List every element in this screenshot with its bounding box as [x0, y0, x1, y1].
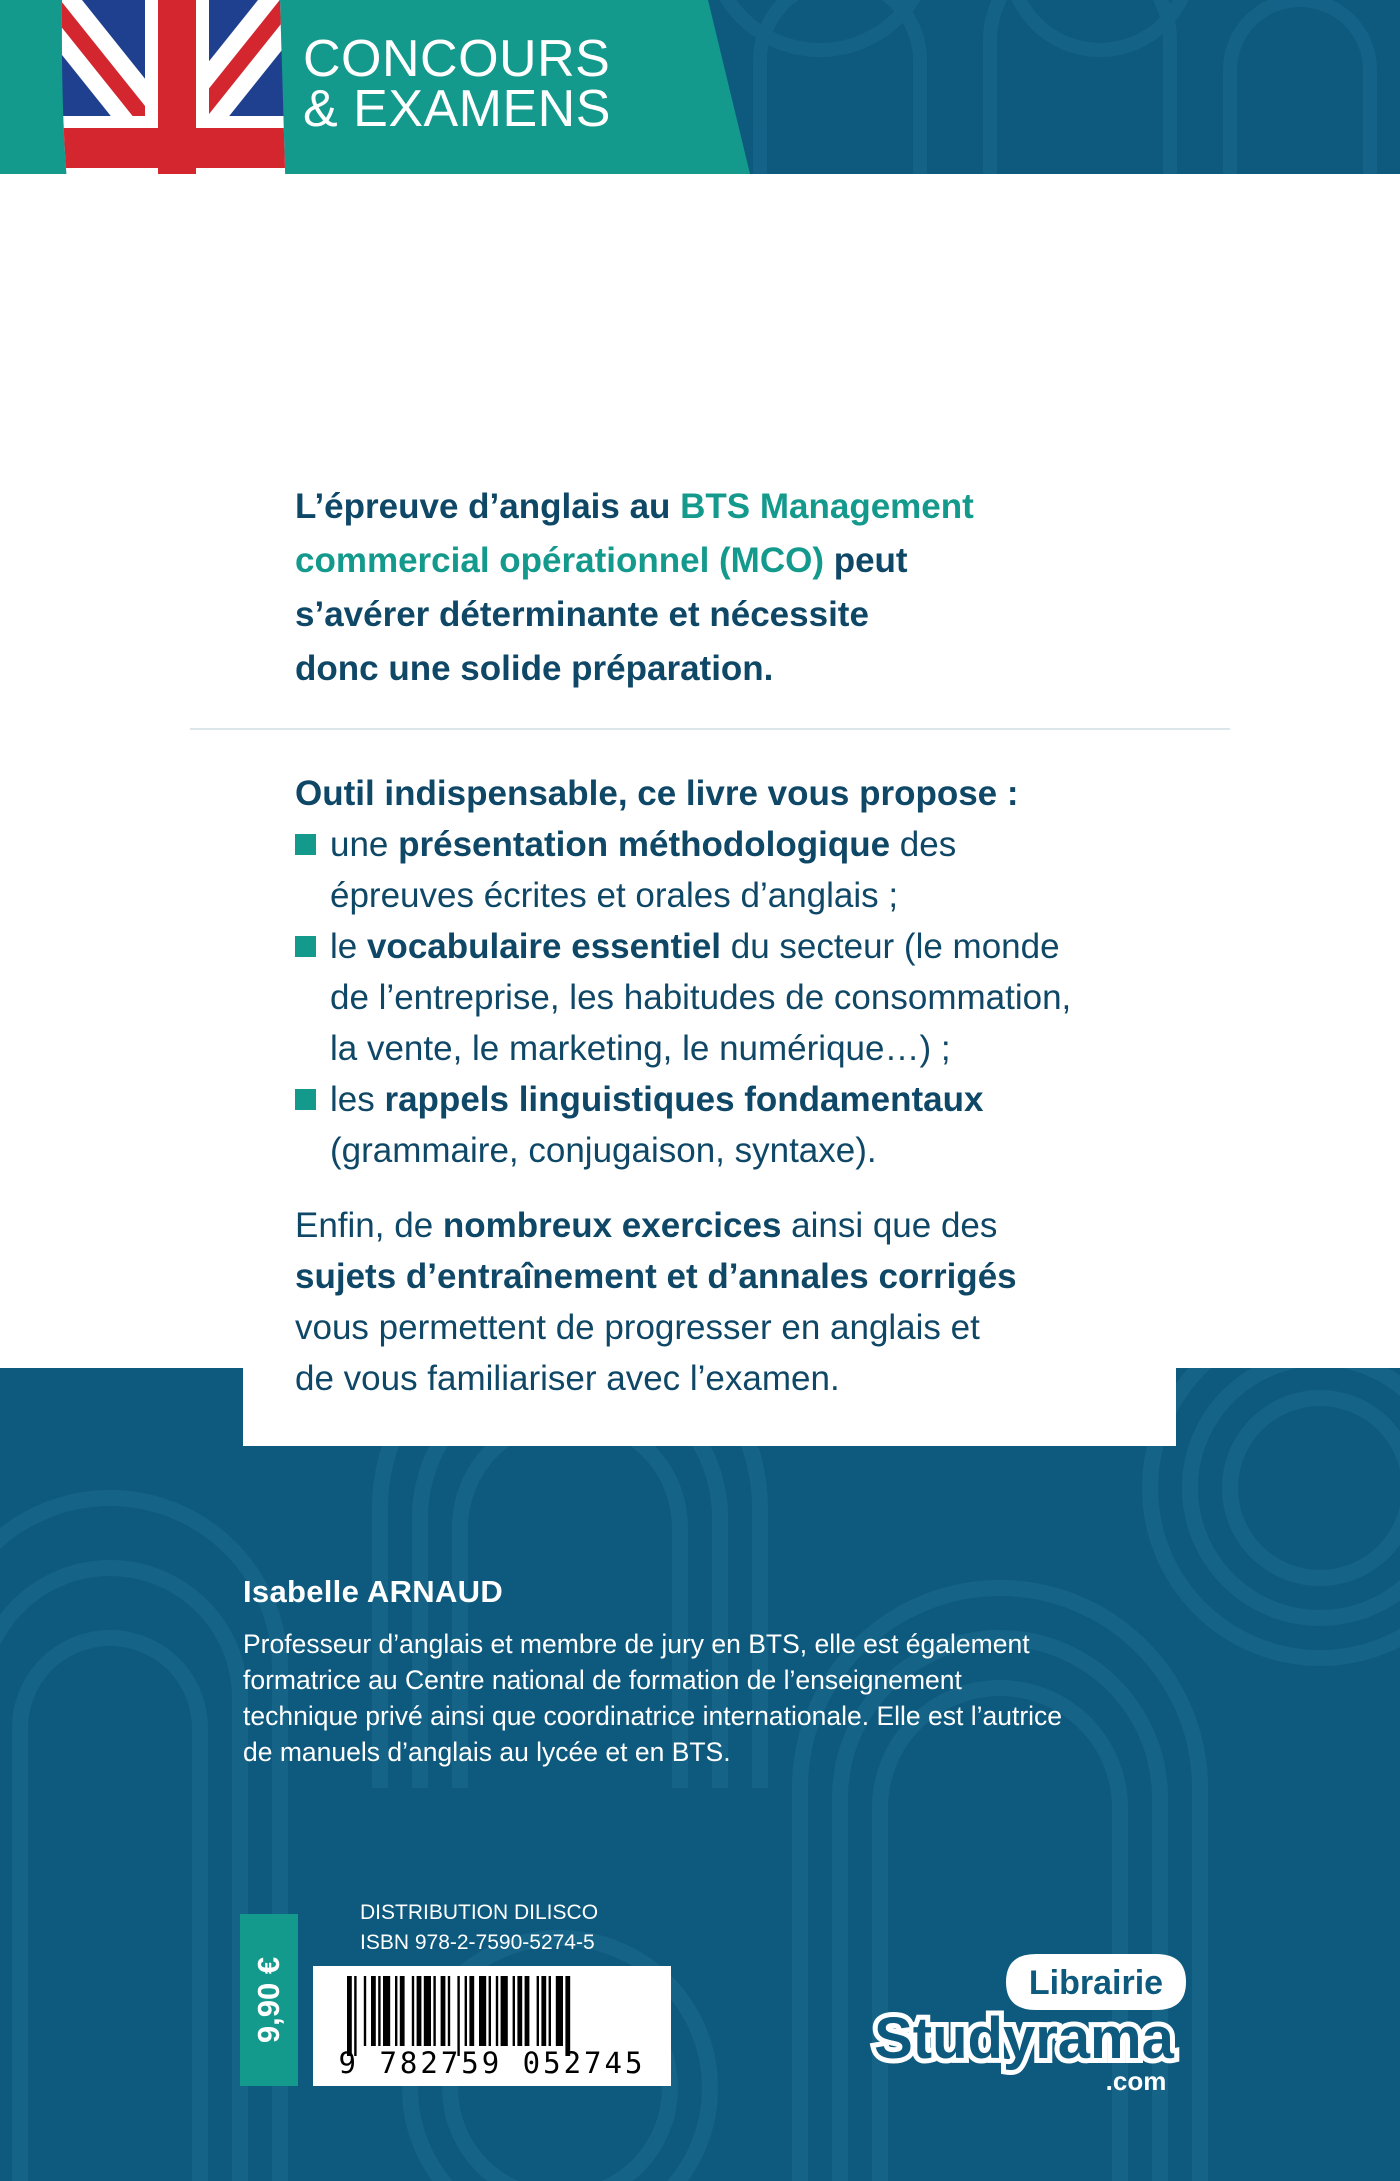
barcode-bar — [496, 1976, 498, 2046]
barcode-bar — [565, 1976, 570, 2056]
barcode-bar — [441, 1976, 446, 2046]
intro-text: donc une solide préparation. — [295, 649, 774, 688]
list-item-text: des — [890, 825, 957, 864]
list-item — [295, 1074, 1175, 1176]
barcode-bar — [371, 1976, 376, 2046]
list-item-text: une — [330, 825, 399, 864]
list-item-text: la vente, le marketing, le numérique…) ; — [330, 1029, 951, 1068]
intro-highlight-bts: BTS Management — [680, 487, 974, 526]
barcode-bar — [424, 1976, 431, 2046]
logo-line2: Studyrama — [874, 2006, 1174, 2071]
list-item-text: les — [330, 1080, 385, 1119]
square-bullet-icon — [295, 936, 316, 957]
closing-text: de vous familiariser avec l’examen. — [295, 1359, 840, 1398]
list-item-bold: rappels linguistiques fondamentaux — [384, 1080, 984, 1119]
list-item-text: du secteur (le monde — [721, 927, 1060, 966]
barcode-bar — [347, 1976, 352, 2056]
divider — [190, 728, 1230, 730]
logo-line1: Librairie — [1028, 1964, 1164, 2002]
barcode-bar — [378, 1976, 380, 2046]
intro-paragraph — [295, 480, 1155, 696]
barcode-bar — [383, 1976, 390, 2046]
list-item — [295, 921, 1175, 1074]
list-item — [295, 819, 1175, 921]
closing-text: Enfin, de — [295, 1206, 443, 1245]
barcode-bar — [537, 1976, 539, 2046]
price-label — [240, 1914, 298, 2086]
list-item-bold: vocabulaire essentiel — [366, 927, 722, 966]
barcode-digits: 9 782759 052745 — [338, 2046, 646, 2080]
series-title — [303, 30, 611, 138]
barcode-bar — [465, 1976, 467, 2046]
closing-bold: sujets d’entraînement et d’annales corrigés — [295, 1257, 1017, 1296]
series-title-line1: CONCOURS — [303, 30, 611, 88]
barcode-bar — [400, 1976, 405, 2046]
distribution-text: DISTRIBUTION DILISCO — [360, 1901, 599, 1924]
barcode-bar — [501, 1976, 508, 2046]
barcode-bar — [417, 1976, 422, 2046]
barcode-bar — [556, 1976, 563, 2046]
closing-paragraph — [295, 1200, 1175, 1404]
square-bullet-icon — [295, 834, 316, 855]
barcode-bar — [525, 1976, 530, 2046]
barcode-bar — [395, 1976, 397, 2046]
logo-line3: .com — [1105, 2066, 1167, 2096]
barcode-bar — [479, 1976, 486, 2046]
list-item-bold: présentation méthodologique — [398, 825, 891, 864]
intro-highlight-mco: commercial opérationnel (MCO) — [295, 541, 824, 580]
list-item-text: (grammaire, conjugaison, syntaxe). — [330, 1131, 877, 1170]
author-bio-line: Professeur d’anglais et membre de jury en BTS, elle est également — [243, 1629, 1030, 1659]
square-bullet-icon — [295, 1089, 316, 1110]
barcode-bar — [549, 1976, 551, 2046]
isbn-text: ISBN 978-2-7590-5274-5 — [360, 1931, 595, 1954]
list-item-text: de l’entreprise, les habitudes de consommation, — [330, 978, 1072, 1017]
barcode-bar — [469, 1976, 474, 2046]
author-bio — [243, 1626, 1176, 1770]
barcode-bar — [412, 1976, 414, 2046]
barcode-bar — [457, 1976, 459, 2056]
author-name: Isabelle ARNAUD — [243, 1574, 504, 1609]
list-item-text: épreuves écrites et orales d’anglais ; — [330, 876, 899, 915]
intro-text: peut — [823, 541, 908, 580]
series-title-line2: & EXAMENS — [303, 80, 611, 138]
author-bio-line: de manuels d’anglais au lycée et en BTS. — [243, 1737, 731, 1767]
intro-text: L’épreuve d’anglais au — [295, 487, 681, 526]
closing-text: ainsi que des — [781, 1206, 998, 1245]
barcode-bar — [489, 1976, 491, 2046]
barcode-bar — [517, 1976, 522, 2046]
barcode-bar — [354, 1976, 356, 2056]
intro-text: s’avérer déterminante et nécessite — [295, 595, 869, 634]
author-bio-line: formatrice au Centre national de formation de l’enseignement — [243, 1665, 962, 1695]
price-value: 9,90 € — [251, 1956, 287, 2044]
barcode-bar — [364, 1976, 366, 2046]
barcode-bar — [448, 1976, 450, 2046]
list-item-text: le — [330, 927, 367, 966]
features-list — [295, 768, 1175, 1176]
distribution-info — [360, 1898, 598, 1958]
studyrama-logo — [856, 1940, 1196, 2100]
features-lead: Outil indispensable, ce livre vous propose : — [295, 774, 1019, 813]
barcode-bar — [433, 1976, 435, 2046]
author-bio-line: technique privé ainsi que coordinatrice internationale. Elle est l’autrice — [243, 1701, 1063, 1731]
barcode-bar — [541, 1976, 546, 2046]
closing-text: vous permettent de progresser en anglais et — [295, 1308, 980, 1347]
barcode-bar — [513, 1976, 515, 2046]
closing-bold: nombreux exercices — [442, 1206, 782, 1245]
